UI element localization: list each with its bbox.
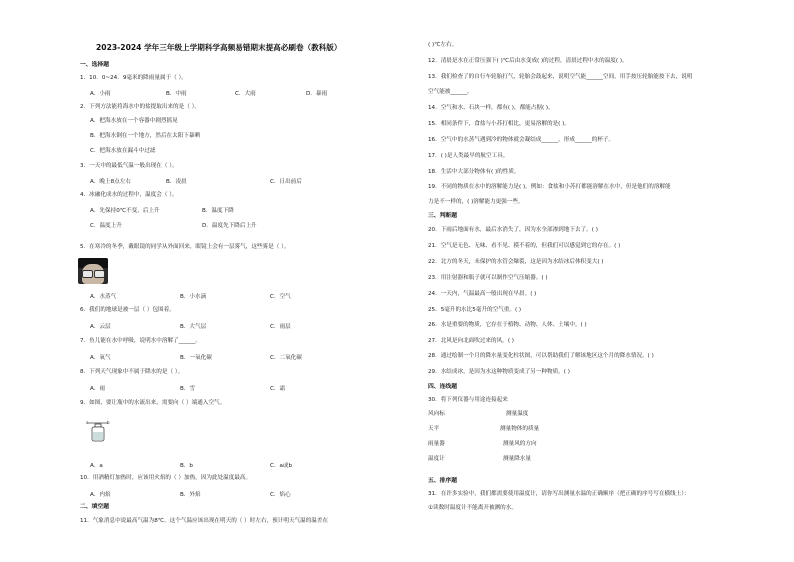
- question-9: 9．如图，要让瓶中的水流出来，需要向（ ）端通入空气。: [80, 400, 226, 406]
- question-2: 2．下列方法能将海水中的盐提取出来的是（ ）。: [80, 104, 201, 110]
- question-14: 14．空气和水、石块一样，都有( )，都能占据( )。: [428, 105, 554, 111]
- option: C．温度上升: [90, 223, 122, 229]
- option: C．大雨: [235, 91, 256, 97]
- section-heading: 五、排序题: [428, 478, 457, 484]
- label-a: a: [86, 420, 89, 425]
- question-7: 7．鱼儿能在水中呼吸，说明水中溶解了______。: [80, 338, 202, 344]
- page-title: 2023-2024 学年三年级上学期科学高频易错期末提高必刷卷（教科版）: [96, 43, 342, 52]
- option: A．云层: [90, 324, 111, 330]
- question-31: 31．在许多实验中，我们都需要使用温度计，请你写出测量水温的正确顺序（把正确的序号写在横线上）：: [428, 491, 690, 497]
- purpose-item: 测量温度: [506, 411, 529, 417]
- question-1: 1．10．0~24．9毫米的降雨量属于（ ）。: [80, 75, 187, 81]
- option: D．温度先下降后上升: [202, 223, 257, 229]
- option: A．水蒸气: [90, 294, 117, 300]
- question-8: 8．下列天气现象中不属于降水的是（ ）。: [80, 369, 184, 375]
- option: A．把海水放在一个容器中剧烈摇晃: [90, 118, 178, 124]
- option: B．凌晨: [166, 179, 187, 185]
- option: B．中雨: [166, 91, 187, 97]
- question-28: 28．通过绘制一个月的降水量变化柱状图，可以帮助我们了解该地区这个月的降水情况。( ): [428, 353, 654, 359]
- option: C．a或b: [270, 463, 293, 469]
- question-30: 30．将下列仪器与用途连接起来: [428, 397, 508, 403]
- option: C．二氧化碳: [270, 355, 302, 361]
- instrument-item: 温度计: [428, 456, 445, 462]
- question-15: 15．相同条件下，食盐与小苏打相比，更易溶解的是( )。: [428, 121, 570, 127]
- instrument-item: 雨量器: [428, 441, 445, 447]
- question-26: 26．水是重要的物质，它存在于植物、动物、人体、土壤中。( ): [428, 322, 587, 328]
- question-25: 25．5毫升的水比5毫升的空气重。( ): [428, 307, 522, 313]
- option: A．先保持0℃不变，后上升: [90, 208, 160, 214]
- question-11-cont: ( )℃左右。: [428, 42, 458, 48]
- option: B．小水滴: [180, 294, 207, 300]
- question-16: 16．空气中的水蒸气遇到冷的物体就会凝结成______，形成______的杯子。: [428, 137, 615, 143]
- question-19: 19．不同的物质在水中的溶解能力是( )。例如：食盐和小苏打都能溶解在水中，但是他们的溶解能: [428, 184, 671, 190]
- instrument-item: 天平: [428, 426, 440, 432]
- instrument-item: 风向标: [428, 411, 445, 417]
- option: C．焰心: [270, 492, 291, 498]
- section-heading: 四、连线题: [428, 384, 457, 390]
- glasses-photo: [78, 258, 108, 284]
- option: A．晚上8点左右: [90, 179, 131, 185]
- option: B．大气层: [180, 324, 207, 330]
- question-12: 12．清晨是水在正常压强下( )℃后由水变成( )的过程，清晨过程中水的温度( )。: [428, 58, 628, 64]
- purpose-item: 测量降水量: [503, 456, 531, 462]
- question-11: 11．气象消息中说最高气温为8℃。这个气温应该出现在明天的（ ）时左右，预计明天气温的温差在: [80, 518, 329, 524]
- option: B．温度下降: [202, 208, 234, 214]
- option: A．内焰: [90, 492, 111, 498]
- option: C．把海水放在漏斗中过滤: [90, 148, 156, 154]
- option: A．雨: [90, 386, 106, 392]
- question-4: 4．冰融化成水的过程中，温度会（ ）。: [80, 192, 178, 198]
- purpose-item: 测量风的方向: [503, 441, 537, 447]
- question-27: 27．北风是向北面吹过来的风。( ): [428, 338, 514, 344]
- question-13-cont: 空气能被______。: [428, 89, 473, 95]
- option: C．日出前后: [270, 179, 302, 185]
- purpose-item: 测量物体的质量: [500, 426, 540, 432]
- question-21: 21．空气是无色、无味、看不见、摸不着的，但我们可以感觉到它的存在。( ): [428, 243, 621, 249]
- option: C．霜: [270, 386, 286, 392]
- question-23: 23．用注射器和瓶子就可以制作空气压缩器。( ): [428, 275, 548, 281]
- option: D．暴雨: [306, 91, 328, 97]
- option: B．外焰: [180, 492, 201, 498]
- question-6: 6．我们的地球是被一层（ ）包围着。: [80, 307, 175, 313]
- question-31-item: ①读数时温度计不能离开被测的水。: [428, 505, 517, 511]
- section-heading: 一、选择题: [80, 62, 109, 68]
- option: A．a: [90, 463, 103, 469]
- option: A．氧气: [90, 355, 111, 361]
- option: B．一氧化碳: [180, 355, 212, 361]
- question-19-cont: 力是不一样的，( )溶解能力更强一些。: [428, 199, 524, 205]
- option: C．雨层: [270, 324, 291, 330]
- option: C．空气: [270, 294, 291, 300]
- label-b: b: [107, 420, 110, 425]
- question-22: 22．北方的冬天，未保护的水管会爆裂，这是因为水结冰后体积变大( ): [428, 259, 604, 265]
- section-heading: 三、判断题: [428, 213, 457, 219]
- section-heading: 二、填空题: [80, 504, 109, 510]
- bottle-diagram: [86, 420, 110, 442]
- question-17: 17．( )是人类最早的航空工具。: [428, 153, 509, 159]
- option: A．小雨: [90, 91, 111, 97]
- question-24: 24．一天内，气温最高一般出现在早晨。( ): [428, 291, 537, 297]
- question-10: 10．用酒精灯加热时，应该用火焰的（ ）加热，因为此处温度最高。: [80, 475, 252, 481]
- question-29: 29．水结成冰，是因为水这种物质变成了另一种物质。( ): [428, 369, 570, 375]
- option: B．b: [180, 463, 193, 469]
- option: B．雪: [180, 386, 196, 392]
- question-13: 13．我们检查了的自行车轮胎打气，轮胎会鼓起来，说明空气能______空间，用手按压轮胎能按下去，说明: [428, 74, 693, 80]
- question-20: 20．下雨后地面有水，最后水消失了，因为水全部渗到地下去了。( ): [428, 227, 598, 233]
- question-5: 5．在寒冷的冬季，戴眼镜的同学从外面回来，眼镜上会有一层雾气，这些雾是（ ）。: [80, 244, 290, 250]
- question-18: 18．生活中大部分物体有( )的性质。: [428, 169, 520, 175]
- question-3: 3．一天中的最低气温一般出现在（ ）。: [80, 163, 178, 169]
- option: B．把海水倒在一个地方，然后在太阳下暴晒: [90, 133, 201, 139]
